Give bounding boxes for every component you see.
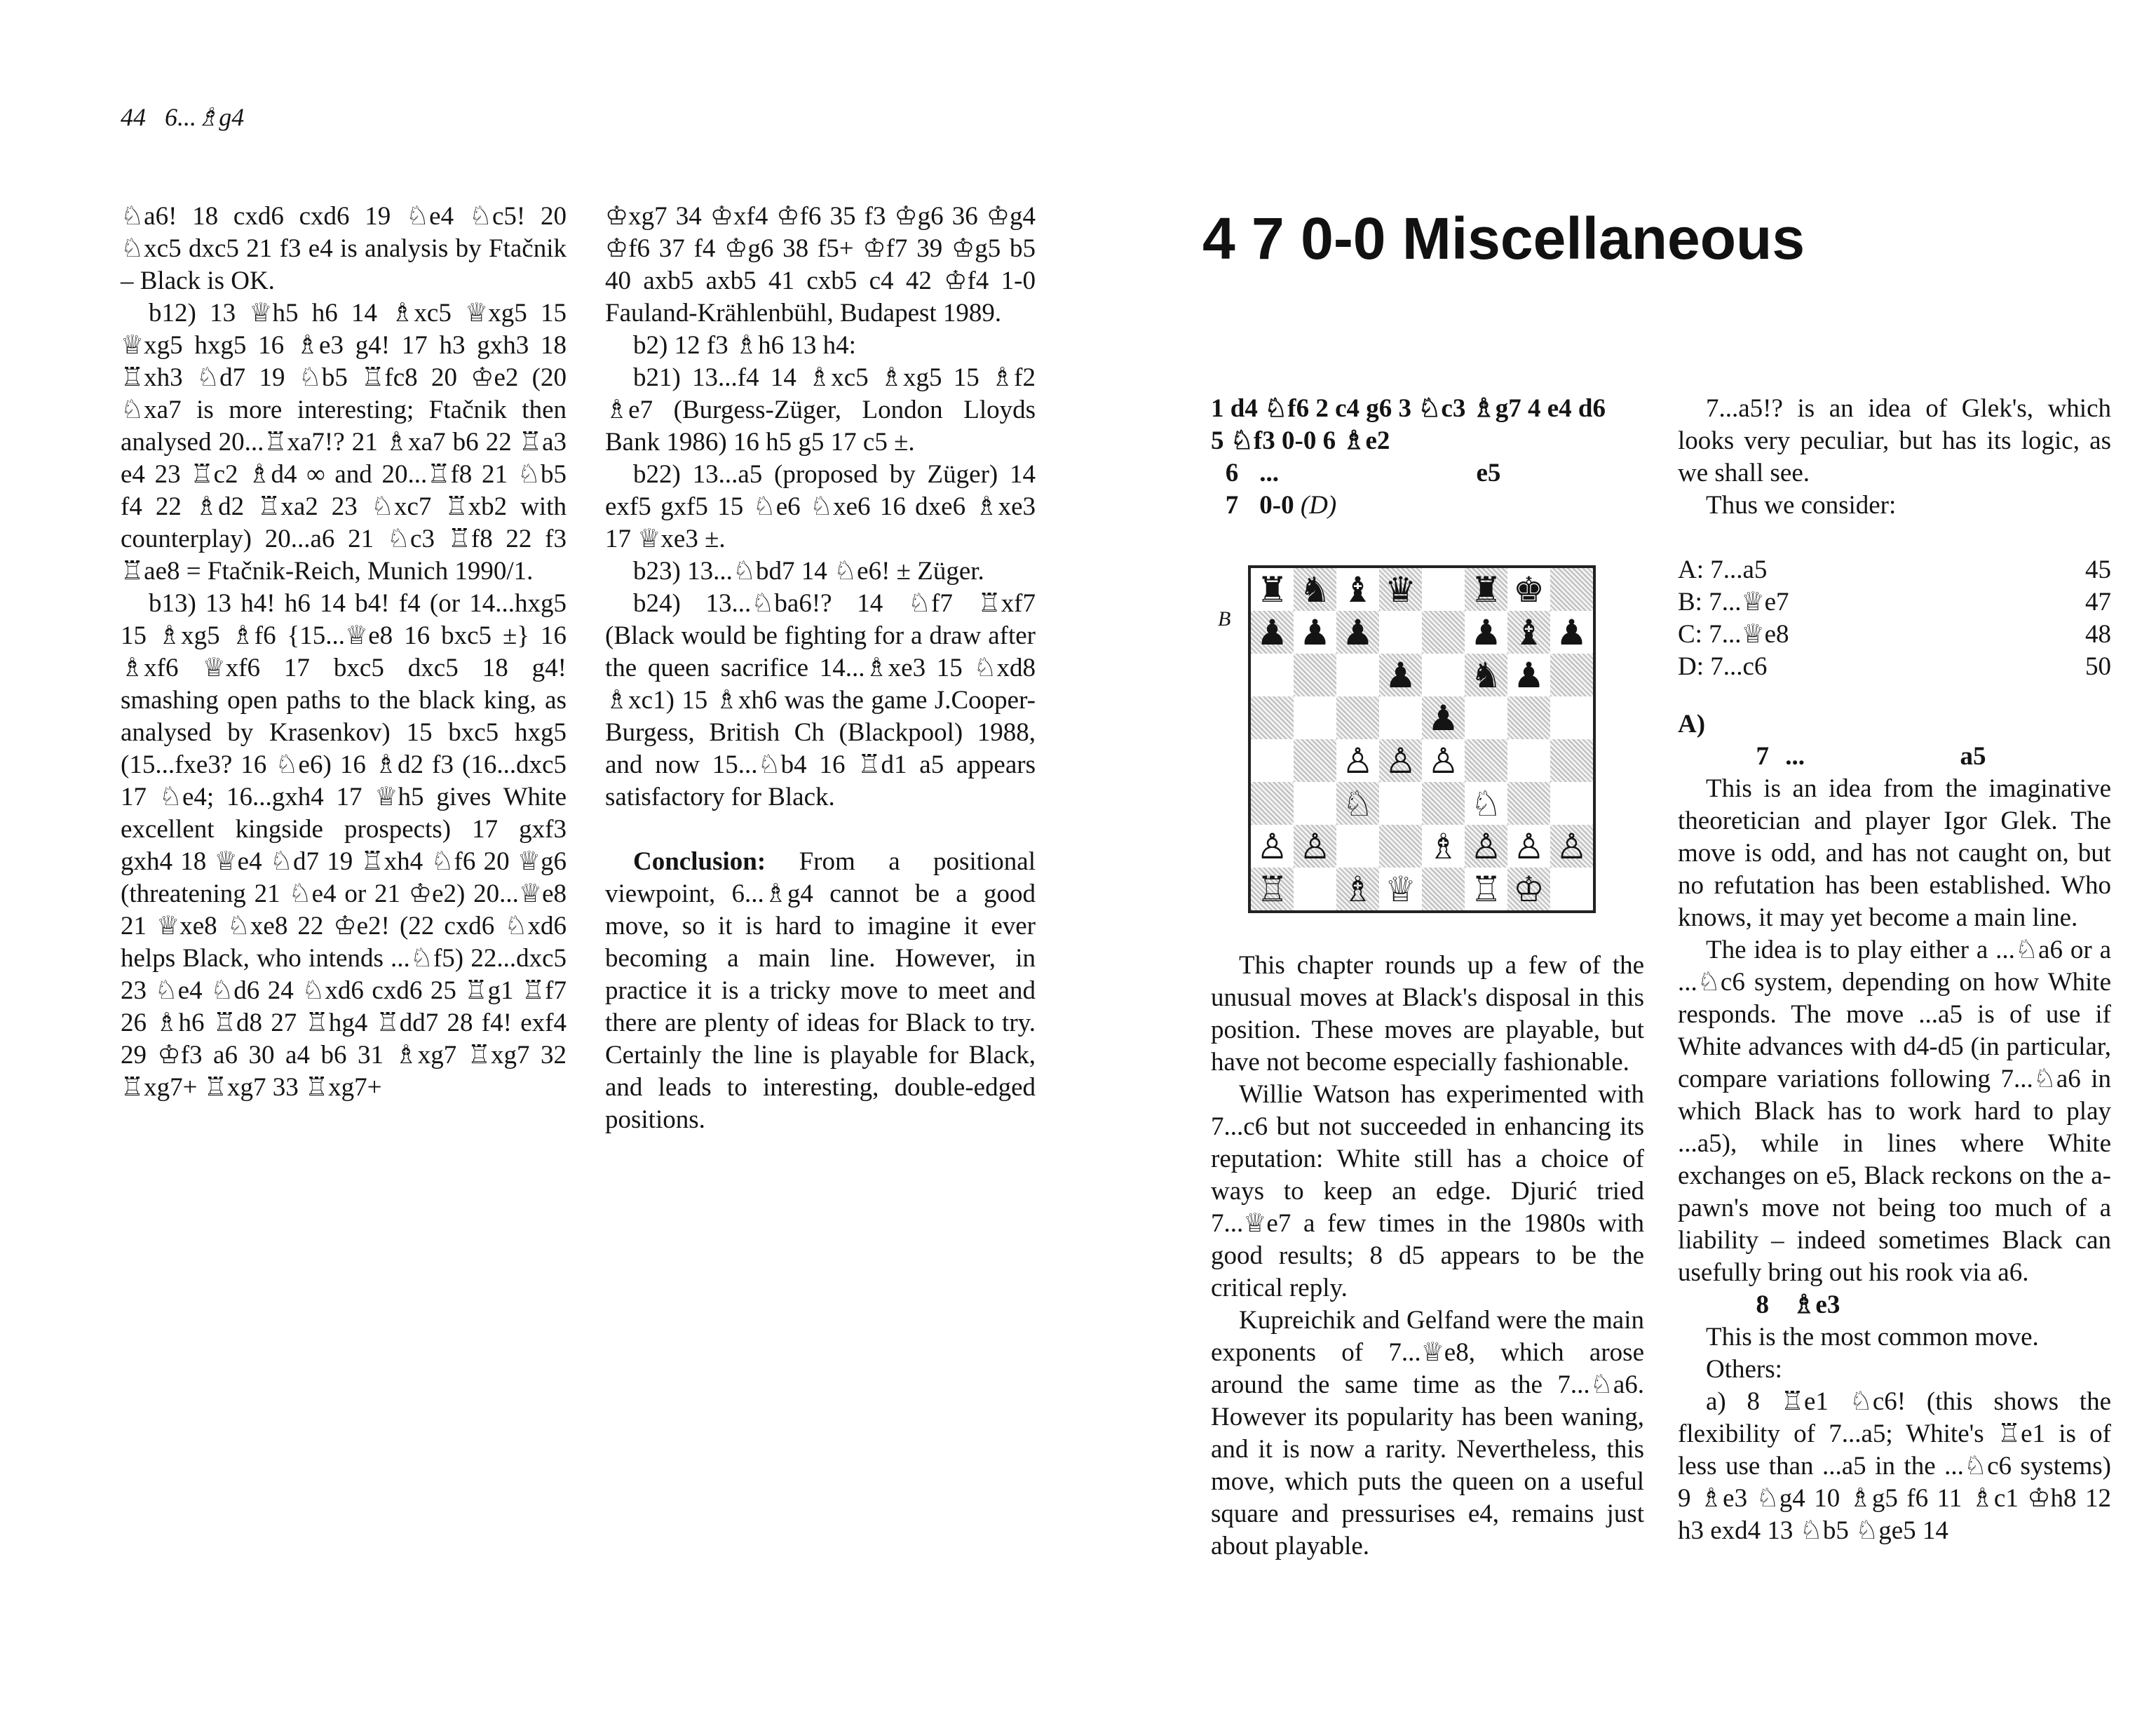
board-square [1507,696,1550,739]
chess-piece: ♟ [1513,654,1545,696]
board-square [1507,739,1550,782]
move-line-2: 5 ♘f3 0-0 6 ♗e2 [1211,426,1390,455]
conclusion-text: From a positional viewpoint, 6...♗g4 cannot be a good move, so it is hard to imagine it ever becoming a main line. However, in practice it is a tricky move to meet and there are plenty of ideas for Black to try. Certainly the line is playable for Black, and leads to interesting, double-edged positions. [605,847,1036,1134]
move-number: 7 [1756,742,1769,771]
chess-piece: ♟ [1428,697,1459,739]
chess-piece: ♙ [1385,740,1416,781]
conclusion-paragraph [605,846,1036,1136]
board-square [1550,696,1593,739]
line-label: B: 7...♕e7 [1678,588,1789,616]
board-square [1379,825,1422,868]
chess-piece: ♖ [1470,868,1502,910]
paragraph: ♘a6! 18 cxd6 cxd6 19 ♘e4 ♘c5! 20 ♘xc5 dxc5 21 f3 e4 is analysis by Ftačnik – Black is OK. [121,202,567,295]
board-square [1507,825,1550,868]
board-square [1507,611,1550,654]
line-page: 45 [2085,555,2111,584]
board-square [1550,739,1593,782]
board-square [1550,825,1593,868]
chess-piece: ♟ [1342,612,1374,653]
chess-piece: ♟ [1256,612,1288,653]
move-dots: ... [1785,742,1805,771]
board-square [1550,568,1593,611]
board-square [1379,739,1422,782]
chess-piece: ♘ [1470,783,1502,824]
right-column-2 [1678,708,2111,1547]
line-label: D: 7...c6 [1678,652,1768,681]
board-square [1251,868,1294,910]
board-square [1422,825,1465,868]
paragraph: Kupreichik and Gelfand were the main exponents of 7...♕e8, which arose around the same time as the 7...♘a6. However its popularity has been waning, and it is now a rarity. Nevertheless, this move, which puts the queen on a useful square and pressurises e4, remains just about playable. [1211,1306,1644,1560]
right-column-1 [1211,950,1644,1563]
chess-piece: ♙ [1342,740,1374,781]
section-a-label: A) [1678,710,1706,739]
diagram-note: (D) [1300,491,1337,520]
move-text: 0-0 [1259,491,1294,520]
paragraph: Willie Watson has experimented with 7...c6 but not succeeded in enhancing its reputation: White still has a choice of ways to keep an edge. Djurić tried 7...♕e7 a few times in the 1980s with good results; 8 d5 appears to be the critical reply. [1211,1080,1644,1302]
board-square [1507,868,1550,910]
chess-piece: ♙ [1556,825,1587,867]
board-square [1251,825,1294,868]
chess-piece: ♛ [1385,569,1416,610]
board-square [1422,611,1465,654]
chess-piece: ♟ [1299,612,1331,653]
paragraph: b2) 12 f3 ♗h6 13 h4: [633,331,856,360]
conclusion-label: Conclusion: [633,847,766,876]
chess-piece: ♝ [1513,612,1545,653]
board-square [1336,825,1379,868]
chess-piece: ♙ [1299,825,1331,867]
board-square [1251,782,1294,825]
paragraph: This is the most common move. [1706,1323,2039,1351]
board-square [1465,739,1507,782]
chess-piece: ♚ [1513,569,1545,610]
paragraph: a) 8 ♖e1 ♘c6! (this shows the flexibility of 7...a5; White's ♖e1 is of less use than ...a5 in the ...♘c6 systems) 9 ♗e3 ♘g4 10 ♗g5 f6 11 ♗c1 ♔h8 12 h3 exd4 13 ♘b5 ♘ge5 14 [1678,1387,2111,1545]
move-number: 8 [1756,1290,1769,1319]
board-square [1336,739,1379,782]
board-square [1465,568,1507,611]
side-to-move-label: B [1218,607,1231,631]
paragraph: This chapter rounds up a few of the unusual moves at Black's disposal in this position. These moves are playable, but have not become especially fashionable. [1211,951,1644,1077]
paragraph: b12) 13 ♕h5 h6 14 ♗xc5 ♕xg5 15 ♕xg5 hxg5 16 ♗e3 g4! 17 h3 gxh3 18 ♖xh3 ♘d7 19 ♘b5 ♖fc8 20 ♔e2 (20 ♘xa7 is more interesting; Ftačnik then analysed 20...♖xa7!? 21 ♗xa7 b6 22 ♖a3 e4 23 ♖c2 ♗d4 ∞ and 20...♖f8 21 ♘b5 f4 22 ♗d2 ♖xa2 23 ♘xc7 ♖xb2 with counterplay) 20...a6 21 ♘c3 ♖f8 22 f3 ♖ae8 = Ftačnik-Reich, Munich 1990/1. [121,299,567,586]
board-square [1251,654,1294,696]
board-square [1251,611,1294,654]
paragraph: b13) 13 h4! h6 14 b4! f4 (or 14...hxg5 15 ♗xg5 ♗f6 {15...♕e8 16 bxc5 ±} 16 ♗xf6 ♕xf6 17 bxc5 dxc5 18 g4! smashing open paths to the black king, as analysed by Krasenkov) 15 bxc5 hxg5 (15...fxe3? 16 ♘e6) 16 ♗d2 f3 (16...dxc5 17 ♘e4; 16...gxh4 17 ♕h5 gives White excellent kingside prospects) 17 gxf3 gxh4 18 ♕e4 ♘d7 19 ♖xh4 ♘f6 20 ♕g6 (threatening 21 ♘e4 or 21 ♔e2) 20...♕e8 21 ♕xe8 ♘xe8 22 ♔e2! (22 cxd6 ♘xd6 helps Black, who intends ...♘f5) 22...dxc5 23 ♘e4 ♘d6 24 ♘xd6 cxd6 25 ♖g1 ♖f7 26 ♗h6 ♖d8 27 ♖hg4 ♖dd7 28 f4! exf4 29 ♔f3 a6 30 a4 b6 31 ♗xg7 ♖xg7 32 ♖xg7+ ♖xg7 33 ♖xg7+ [121,589,567,1102]
left-column-2 [605,201,1036,1136]
line-entry [1678,554,2111,586]
board-square [1422,568,1465,611]
board-square [1465,696,1507,739]
board-square [1294,568,1336,611]
chess-piece: ♟ [1470,612,1502,653]
paragraph: This is an idea from the imaginative theoretician and player Igor Glek. The move is odd, and has not caught on, but no refutation has been established. Who knows, it may yet become a main line. [1678,774,2111,932]
move-8 [1678,1289,2111,1321]
board-square [1336,782,1379,825]
move-text: e5 [1476,459,1501,487]
running-title: 6...♗g4 [165,103,245,131]
running-header [121,102,244,132]
board-square [1465,611,1507,654]
paragraph: b24) 13...♘ba6!? 14 ♘f7 ♖xf7 (Black would be fighting for a draw after the queen sacrifice 14...♗xe3 15 ♘xd8 ♗xc1) 15 ♗xh6 was the game J.Cooper-Burgess, British Ch (Blackpool) 1988, and now 15...♘b4 16 ♖d1 a5 appears satisfactory for Black. [605,589,1036,811]
chess-piece: ♜ [1256,569,1288,610]
paragraph: b21) 13...f4 14 ♗xc5 ♗xg5 15 ♗f2 ♗e7 (Burgess-Züger, London Lloyds Bank 1986) 16 h5 g5 17 c5 ±. [605,363,1036,457]
chess-piece: ♙ [1470,825,1502,867]
move-7 [1211,490,1646,522]
board-square [1294,782,1336,825]
board-square [1550,868,1593,910]
board-square [1422,696,1465,739]
board-square [1336,611,1379,654]
move-text: ♗e3 [1792,1290,1840,1319]
board-square [1336,696,1379,739]
paragraph: Thus we consider: [1706,491,1897,520]
line-label: C: 7...♕e8 [1678,620,1789,649]
chess-piece: ♖ [1256,868,1288,910]
chess-piece: ♝ [1342,569,1374,610]
board-square [1465,868,1507,910]
board-square [1336,568,1379,611]
paragraph: Others: [1706,1355,1782,1384]
board-square [1379,782,1422,825]
line-page: 48 [2085,620,2111,649]
chess-piece: ♕ [1385,868,1416,910]
board-square [1379,654,1422,696]
board-square [1379,611,1422,654]
move-text: a5 [1960,742,1986,771]
chess-piece: ♟ [1385,654,1416,696]
chess-piece: ♞ [1299,569,1331,610]
board-square [1294,825,1336,868]
paragraph: The idea is to play either a ...♘a6 or a ...♘c6 system, depending on how White responds. The move ...a5 is of use if White advances with d4-d5 (in particular, compare variations following 7...♘a6 in which Black has to work hard to play ...a5), while in lines where White exchanges on e5, Black reckons on the a-pawn's move not being too much of a liability – indeed sometimes Black can usefully bring out his rook via a6. [1678,936,2111,1287]
paragraph: 7...a5!? is an idea of Glek's, which looks very peculiar, but has its logic, as we shall see. [1678,394,2111,487]
move-dots: ... [1259,459,1279,487]
move-6 [1211,457,1646,490]
board-square [1379,696,1422,739]
paragraph: ♔xg7 34 ♔xf4 ♔f6 35 f3 ♔g6 36 ♔g4 ♔f6 37 f4 ♔g6 38 f5+ ♔f7 39 ♔g5 b5 40 axb5 axb5 41 cxb5 c4 42 ♔f4 1-0 Fauland-Krählenbühl, Budapest 1989. [605,202,1036,328]
line-page: 50 [2085,652,2111,681]
board-square [1422,868,1465,910]
board-square [1251,739,1294,782]
chess-piece: ♜ [1470,569,1502,610]
board-square [1507,568,1550,611]
board-square [1507,782,1550,825]
chess-piece: ♙ [1256,825,1288,867]
chess-piece: ♙ [1513,825,1545,867]
board-square [1550,654,1593,696]
board-square [1294,611,1336,654]
line-entry [1678,586,2111,619]
intro-text [1678,393,2111,522]
board-square [1422,739,1465,782]
board-square [1294,654,1336,696]
board-square [1422,782,1465,825]
section-a-move [1678,741,2111,773]
board-square [1379,568,1422,611]
board-square [1465,782,1507,825]
board-square [1550,611,1593,654]
board-square [1379,868,1422,910]
page-number: 44 [121,103,146,131]
chess-piece: ♙ [1428,740,1459,781]
chess-piece: ♗ [1428,825,1459,867]
line-page: 47 [2085,588,2111,616]
chess-piece: ♘ [1342,783,1374,824]
paragraph: b22) 13...a5 (proposed by Züger) 14 exf5 gxf5 15 ♘e6 ♘xe6 16 dxe6 ♗xe3 17 ♕xe3 ±. [605,460,1036,553]
board-square [1251,696,1294,739]
opening-moves [1211,393,1646,522]
chess-diagram [1248,565,1596,913]
board-square [1465,654,1507,696]
board-square [1465,825,1507,868]
line-entry [1678,619,2111,651]
paragraph: b23) 13...♘bd7 14 ♘e6! ± Züger. [633,557,984,586]
lines-list [1678,554,2111,683]
chapter-title: 4 7 0-0 Miscellaneous [1202,205,1805,271]
board-square [1507,654,1550,696]
board-square [1550,782,1593,825]
board-square [1251,568,1294,611]
chess-piece: ♔ [1513,868,1545,910]
chess-piece: ♗ [1342,868,1374,910]
board-square [1294,696,1336,739]
move-number: 6 [1225,459,1239,487]
chess-piece: ♟ [1556,612,1587,653]
board-square [1336,868,1379,910]
board-square [1294,868,1336,910]
move-number: 7 [1225,491,1239,520]
line-entry [1678,651,2111,683]
board-square [1422,654,1465,696]
move-line-1: 1 d4 ♘f6 2 c4 g6 3 ♘c3 ♗g7 4 e4 d6 [1211,394,1606,423]
board-square [1294,739,1336,782]
left-column-1 [121,201,567,1104]
line-label: A: 7...a5 [1678,555,1768,584]
chess-piece: ♞ [1470,654,1502,696]
board-square [1336,654,1379,696]
